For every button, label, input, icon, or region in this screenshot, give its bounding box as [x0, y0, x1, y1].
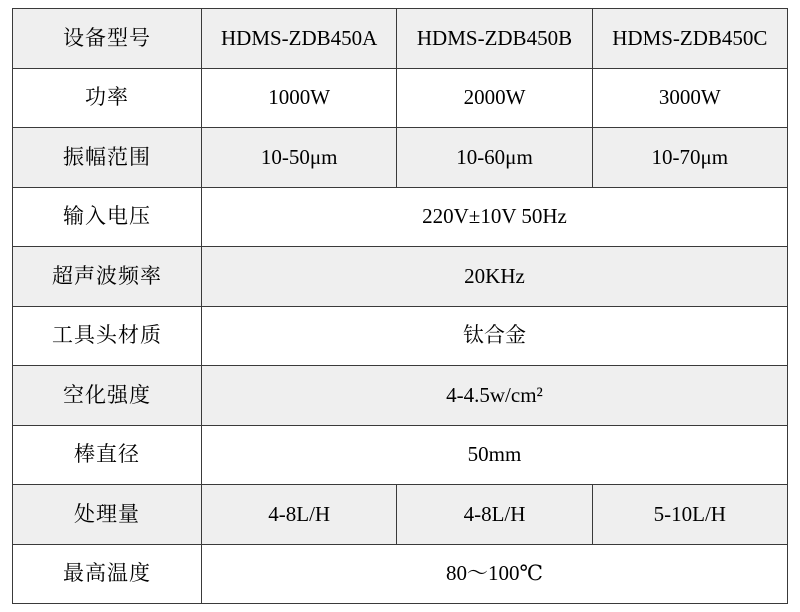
row-value: HDMS-ZDB450C: [592, 9, 787, 69]
specification-table: [12, 8, 788, 604]
row-value: 钛合金: [202, 306, 788, 366]
row-label: 输入电压: [13, 187, 202, 247]
row-value: 50mm: [202, 425, 788, 485]
table-body: [13, 9, 788, 604]
row-label: 工具头材质: [13, 306, 202, 366]
row-label: 棒直径: [13, 425, 202, 485]
table-row: [13, 247, 788, 307]
table-row: [13, 425, 788, 485]
row-value: 4-8L/H: [202, 485, 397, 545]
row-label: 功率: [13, 68, 202, 128]
row-value: HDMS-ZDB450A: [202, 9, 397, 69]
row-value: 5-10L/H: [592, 485, 787, 545]
table-row: [13, 128, 788, 188]
row-label: 超声波频率: [13, 247, 202, 307]
row-value: 80～100℃: [202, 544, 788, 604]
table-row: [13, 306, 788, 366]
row-value: 1000W: [202, 68, 397, 128]
table-row: [13, 68, 788, 128]
row-value: 4-4.5w/cm²: [202, 366, 788, 426]
table-row: [13, 366, 788, 426]
row-value: 4-8L/H: [397, 485, 592, 545]
table-row: [13, 9, 788, 69]
row-label: 设备型号: [13, 9, 202, 69]
row-label: 空化强度: [13, 366, 202, 426]
row-value: 10-50μm: [202, 128, 397, 188]
row-label: 处理量: [13, 485, 202, 545]
row-label: 最高温度: [13, 544, 202, 604]
table-row: [13, 544, 788, 604]
row-label: 振幅范围: [13, 128, 202, 188]
row-value: HDMS-ZDB450B: [397, 9, 592, 69]
row-value: 3000W: [592, 68, 787, 128]
row-value: 2000W: [397, 68, 592, 128]
row-value: 10-60μm: [397, 128, 592, 188]
table-row: [13, 187, 788, 247]
table-row: [13, 485, 788, 545]
row-value: 220V±10V 50Hz: [202, 187, 788, 247]
row-value: 10-70μm: [592, 128, 787, 188]
row-value: 20KHz: [202, 247, 788, 307]
